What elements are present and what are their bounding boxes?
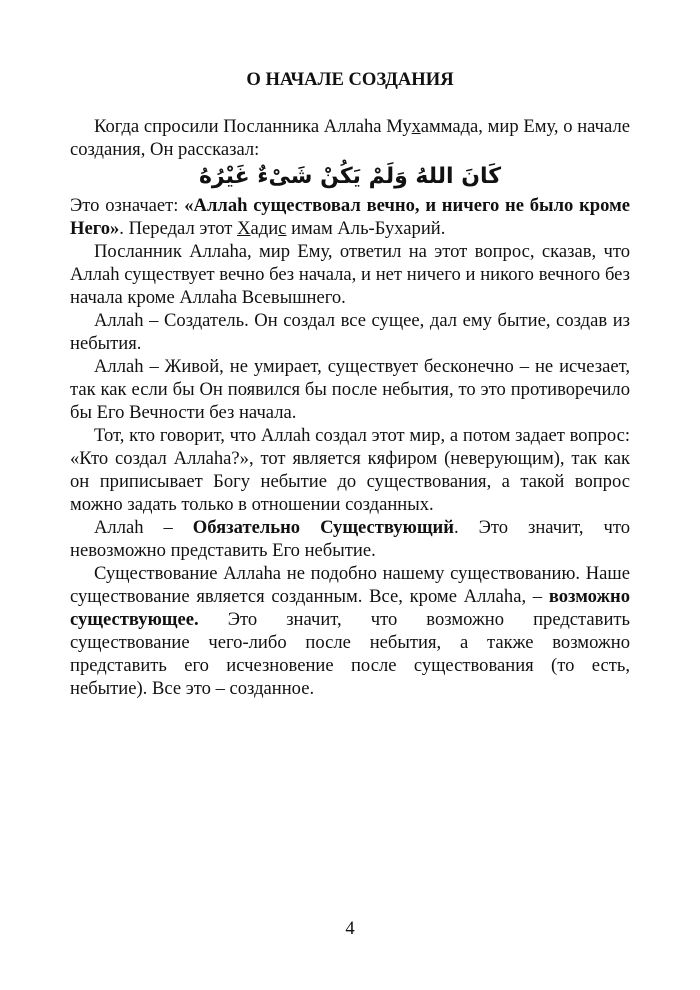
paragraph-necessary-text-a: Аллаh – (94, 517, 193, 538)
paragraph-intro (70, 115, 630, 161)
paragraph-meaning-text-d: имам Аль-Бухарий. (286, 218, 446, 239)
document-page (70, 60, 630, 700)
arabic-hadith: كَانَ اللهُ وَلَمْ يَكُنْ شَىْءٌ غَيْرُهُ (198, 164, 502, 189)
paragraph-possible-text-b: Это значит, что возможно представить существование чего-либо после небытия, а также возможно представить его исчезновение после существования (то есть, небытие). Все это – созданное. (70, 609, 630, 699)
paragraph-possible (70, 562, 630, 700)
paragraph-possible-bold: возможно существующее. (70, 586, 630, 630)
paragraph-necessary (70, 516, 630, 562)
paragraph-eternal: Посланник Аллаhа, мир Ему, ответил на этот вопрос, сказав, что Аллаh существует вечно без начала, и нет ничего и никого вечного без начала кроме Аллаhа Всевышнего. (70, 241, 630, 308)
paragraph-necessary-bold: Обязательно Существующий (192, 517, 454, 538)
paragraph-meaning-bold: «Аллаh существовал вечно, и ничего не было кроме Него» (70, 195, 630, 239)
underlined-letter: х (411, 116, 421, 137)
paragraph-intro-text-b: аммада, мир Ему, о начале создания, Он рассказал: (70, 116, 630, 160)
paragraph-possible-text-a: Существование Аллаhа не подобно нашему существованию. Наше существование является созданным. Все, кроме Аллаhа, – (70, 563, 630, 607)
paragraph-intro-text-a: Когда спросили Посланника Аллаhа Му (94, 116, 412, 137)
underlined-letter-h: Х (237, 218, 251, 239)
paragraph-necessary-text-b: . Это значит, что невозможно представить Его небытие. (70, 517, 630, 561)
page-number: 4 (345, 918, 355, 939)
paragraph-meaning-text-b: . Передал этот (119, 218, 238, 239)
paragraph-living: Аллаh – Живой, не умирает, существует бесконечно – не исчезает, так как если бы Он появился бы после небытия, то это противоречило бы Его Вечности без начала. (70, 356, 630, 423)
paragraph-question: Тот, кто говорит, что Аллаh создал этот мир, а потом задает вопрос: «Кто создал Аллаhа?», тот является кяфиром (неверующим), так как он приписывает Богу небытие до существования, а такой вопрос можно задать только в отношении созданных. (70, 425, 630, 515)
paragraph-meaning-text-c: ади (250, 218, 279, 239)
paragraph-meaning (70, 194, 630, 240)
page-title: О НАЧАЛЕ СОЗДАНИЯ (246, 69, 454, 90)
paragraph-meaning-text-a: Это означает: (70, 195, 185, 216)
underlined-letter-s: с (278, 218, 287, 239)
paragraph-creator: Аллаh – Создатель. Он создал все сущее, дал ему бытие, создав из небытия. (70, 310, 630, 354)
